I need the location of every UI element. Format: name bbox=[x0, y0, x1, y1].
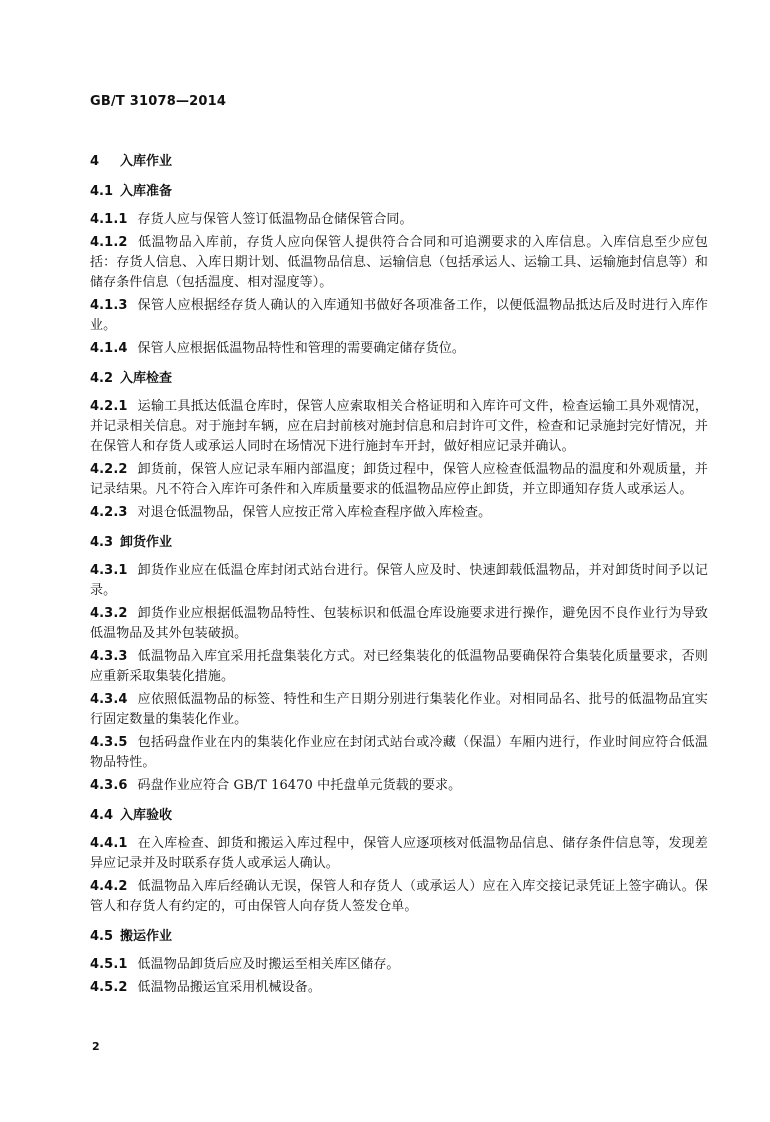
clause bbox=[90, 604, 708, 644]
clause bbox=[90, 296, 708, 336]
clause-number: 4.1.3 bbox=[90, 298, 128, 313]
clause-text: 低温物品搬运宜采用机械设备。 bbox=[137, 980, 321, 995]
clause-number: 4.4.2 bbox=[90, 879, 128, 894]
clause-text: 保管人应根据经存货人确认的入库通知书做好各项准备工作，以便低温物品抵达后及时进行入库作业。 bbox=[90, 298, 708, 333]
section-number: 4.2 bbox=[90, 371, 114, 386]
clause-text: 应依照低温物品的标签、特性和生产日期分别进行集装化作业。对相同品名、批号的低温物品宜实行固定数量的集装化作业。 bbox=[90, 692, 708, 727]
chapter-title: 入库作业 bbox=[120, 154, 173, 169]
section-title: 搬运作业 bbox=[120, 929, 173, 944]
clause bbox=[90, 690, 708, 730]
clause-number: 4.1.4 bbox=[90, 341, 128, 356]
clause-text: 在入库检查、卸货和搬运入库过程中，保管人应逐项核对低温物品信息、储存条件信息等，发现差异应记录并及时联系存货人或承运人确认。 bbox=[90, 836, 708, 871]
section-heading bbox=[90, 369, 708, 389]
clause-text: 卸货作业应在低温仓库封闭式站台进行。保管人应及时、快速卸载低温物品，并对卸货时间予以记录。 bbox=[90, 563, 708, 598]
section-number: 4.1 bbox=[90, 184, 114, 199]
clause bbox=[90, 877, 708, 917]
document-body bbox=[90, 152, 708, 1001]
section-number: 4.3 bbox=[90, 535, 114, 550]
section-heading bbox=[90, 182, 708, 202]
clause-text: 卸货前，保管人应记录车厢内部温度；卸货过程中，保管人应检查低温物品的温度和外观质量，并记录结果。凡不符合入库许可条件和入库质量要求的低温物品应停止卸货，并立即通知存货人或承运人。 bbox=[90, 462, 708, 497]
clause-text: 保管人应根据低温物品特性和管理的需要确定储存货位。 bbox=[137, 341, 466, 356]
clause-text: 码盘作业应符合 GB/T 16470 中托盘单元货载的要求。 bbox=[137, 778, 462, 793]
clause-number: 4.3.1 bbox=[90, 563, 128, 578]
clause bbox=[90, 978, 708, 998]
sections-container bbox=[90, 182, 708, 998]
clause-number: 4.5.1 bbox=[90, 957, 128, 972]
section-number: 4.5 bbox=[90, 929, 114, 944]
clause-text: 包括码盘作业在内的集装化作业应在封闭式站台或冷藏（保温）车厢内进行，作业时间应符合低温物品特性。 bbox=[90, 735, 708, 770]
clause-text: 低温物品卸货后应及时搬运至相关库区储存。 bbox=[137, 957, 400, 972]
chapter-number: 4 bbox=[90, 154, 100, 169]
clause bbox=[90, 955, 708, 975]
clause-number: 4.4.1 bbox=[90, 836, 128, 851]
clause-number: 4.2.3 bbox=[90, 505, 128, 520]
clause-number: 4.2.1 bbox=[90, 399, 128, 414]
clause-number: 4.1.2 bbox=[90, 235, 128, 250]
section-title: 入库验收 bbox=[120, 808, 173, 823]
clause bbox=[90, 834, 708, 874]
clause bbox=[90, 647, 708, 687]
clause-number: 4.3.3 bbox=[90, 649, 128, 664]
page-number: 2 bbox=[92, 1040, 100, 1053]
clause-number: 4.3.4 bbox=[90, 692, 128, 707]
clause bbox=[90, 460, 708, 500]
section-title: 卸货作业 bbox=[120, 535, 173, 550]
section-heading bbox=[90, 533, 708, 553]
clause-number: 4.1.1 bbox=[90, 212, 128, 227]
clause-text: 存货人应与保管人签订低温物品仓储保管合同。 bbox=[137, 212, 413, 227]
document-id: GB/T 31078—2014 bbox=[90, 94, 227, 109]
clause-text: 低温物品入库前，存货人应向保管人提供符合合同和可追溯要求的入库信息。入库信息至少应包括：存货人信息、入库日期计划、低温物品信息、运输信息（包括承运人、运输工具、运输施封信息等）和储存条件信息（包括温度、相对湿度等）。 bbox=[90, 235, 708, 290]
clause bbox=[90, 233, 708, 293]
section-title: 入库检查 bbox=[120, 371, 173, 386]
clause bbox=[90, 561, 708, 601]
clause bbox=[90, 397, 708, 457]
clause-text: 低温物品入库后经确认无误，保管人和存货人（或承运人）应在入库交接记录凭证上签字确认。保管人和存货人有约定的，可由保管人向存货人签发仓单。 bbox=[90, 879, 708, 914]
clause bbox=[90, 503, 708, 523]
clause-text: 低温物品入库宜采用托盘集装化方式。对已经集装化的低温物品要确保符合集装化质量要求，否则应重新采取集装化措施。 bbox=[90, 649, 708, 684]
section-heading bbox=[90, 806, 708, 826]
section-heading bbox=[90, 927, 708, 947]
clause-text: 卸货作业应根据低温物品特性、包装标识和低温仓库设施要求进行操作，避免因不良作业行为导致低温物品及其外包装破损。 bbox=[90, 606, 708, 641]
chapter-heading bbox=[90, 152, 708, 172]
clause bbox=[90, 733, 708, 773]
clause-number: 4.5.2 bbox=[90, 980, 128, 995]
clause-number: 4.3.5 bbox=[90, 735, 128, 750]
clause-number: 4.2.2 bbox=[90, 462, 128, 477]
section-title: 入库准备 bbox=[120, 184, 173, 199]
clause-text: 运输工具抵达低温仓库时，保管人应索取相关合格证明和入库许可文件，检查运输工具外观情况，并记录相关信息。对于施封车辆，应在启封前核对施封信息和启封许可文件，检查和记录施封完好情况，并在保管人和存货人或承运人同时在场情况下进行施封车开封，做好相应记录并确认。 bbox=[90, 399, 708, 454]
clause-text: 对退仓低温物品，保管人应按正常入库检查程序做入库检查。 bbox=[137, 505, 492, 520]
clause bbox=[90, 776, 708, 796]
clause-number: 4.3.2 bbox=[90, 606, 128, 621]
clause bbox=[90, 210, 708, 230]
clause bbox=[90, 339, 708, 359]
section-number: 4.4 bbox=[90, 808, 114, 823]
clause-number: 4.3.6 bbox=[90, 778, 128, 793]
